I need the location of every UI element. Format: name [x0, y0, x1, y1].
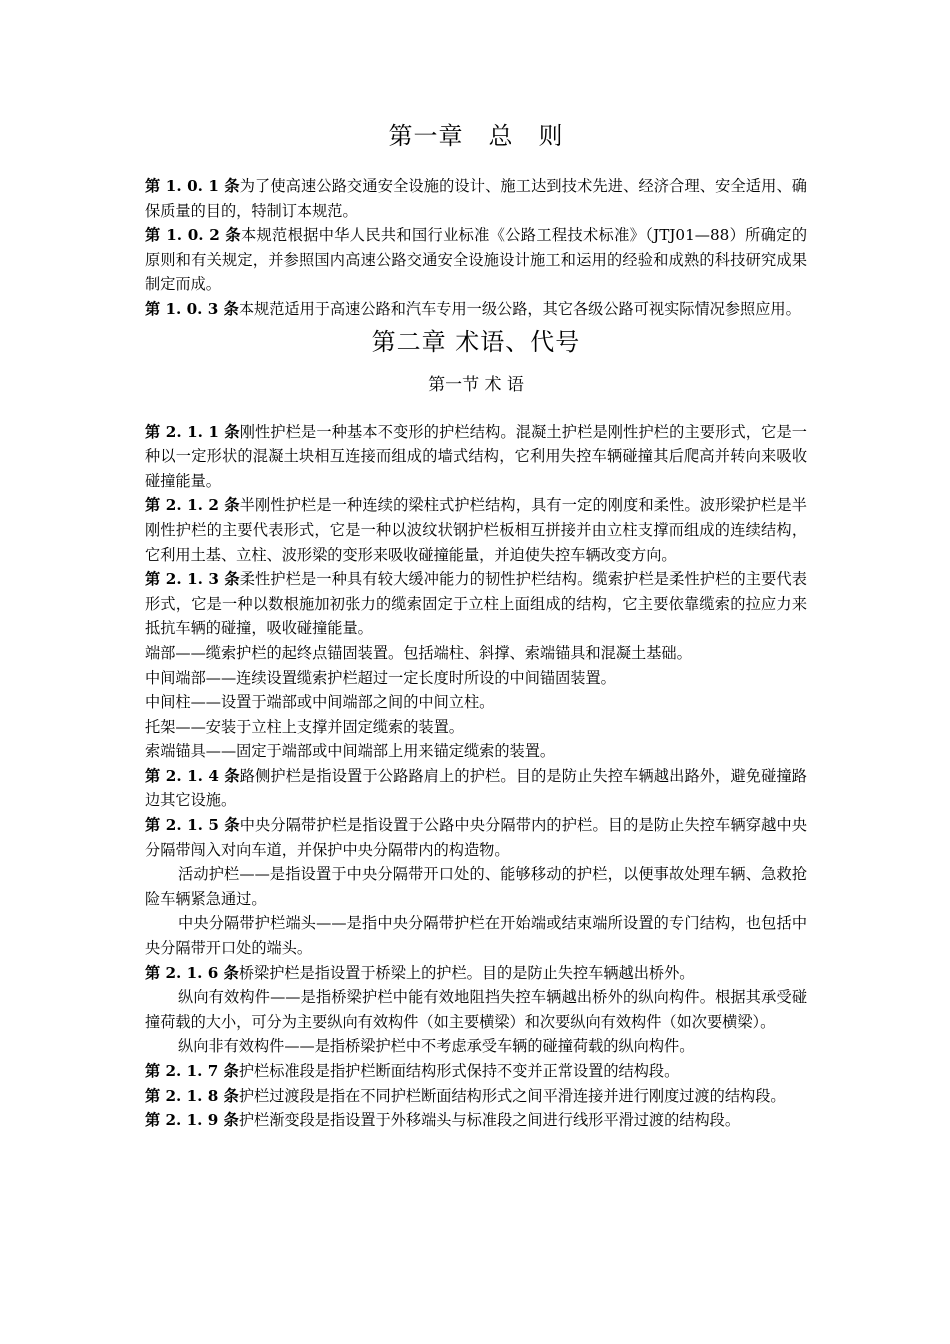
clause-number: 第 2. 1. 5 条: [145, 816, 240, 835]
paragraph-text: 纵向非有效构件——是指桥梁护栏中不考虑承受车辆的碰撞荷载的纵向构件。: [178, 1037, 695, 1056]
section-1-title: 第一节 术 语: [428, 374, 524, 395]
document-page: [145, 120, 807, 1133]
clause-paragraph: [145, 420, 807, 494]
paragraph-text: 护栏渐变段是指设置于外移端头与标准段之间进行线形平滑过渡的结构段。: [238, 1111, 740, 1130]
definition-paragraph: [145, 1034, 807, 1059]
clause-paragraph: [145, 1084, 807, 1109]
clause-number: 第 2. 1. 9 条: [145, 1111, 239, 1130]
clause-paragraph: [145, 961, 807, 986]
clause-number: 第 2. 1. 8 条: [145, 1086, 239, 1105]
paragraph-text: 托架——安装于立柱上支撑并固定缆索的装置。: [145, 717, 464, 736]
paragraph-text: 中央分隔带护栏是指设置于公路中央分隔带内的护栏。目的是防止失控车辆穿越中央分隔带闯入对向车道，并保护中央分隔带内的构造物。: [145, 816, 807, 859]
definition-paragraph: [145, 862, 807, 911]
clause-number: 第 2. 1. 2 条: [145, 496, 240, 515]
paragraph-text: 中间端部——连续设置缆索护栏超过一定长度时所设的中间锚固装置。: [145, 668, 616, 687]
chapter-2-title: 第二章 术语、代号: [371, 327, 581, 356]
definition-paragraph: [145, 666, 807, 691]
clause-paragraph: [145, 223, 807, 297]
clause-paragraph: [145, 567, 807, 641]
paragraph-text: 为了使高速公路交通安全设施的设计、施工达到技术先进、经济合理、安全适用、确保质量的目的，特制订本规范。: [145, 177, 807, 220]
clause-paragraph: [145, 297, 807, 322]
clause-number: 第 2. 1. 3 条: [145, 570, 240, 589]
paragraph-text: 护栏过渡段是指在不同护栏断面结构形式之间平滑连接并进行刚度过渡的结构段。: [238, 1086, 786, 1105]
definition-paragraph: [145, 690, 807, 715]
chapter-2-body: [145, 420, 807, 1133]
paragraph-text: 本规范适用于高速公路和汽车专用一级公路，其它各级公路可视实际情况参照应用。: [238, 299, 801, 318]
paragraph-text: 活动护栏——是指设置于中央分隔带开口处的、能够移动的护栏，以便事故处理车辆、急救抢险车辆紧急通过。: [145, 865, 807, 908]
clause-paragraph: [145, 813, 807, 862]
chapter-1-title: 第一章 总 则: [388, 122, 564, 150]
definition-paragraph: [145, 715, 807, 740]
clause-number: 第 1. 0. 2 条: [145, 226, 241, 245]
clause-paragraph: [145, 1059, 807, 1084]
clause-paragraph: [145, 1108, 807, 1133]
definition-paragraph: [145, 641, 807, 666]
paragraph-text: 桥梁护栏是指设置于桥梁上的护栏。目的是防止失控车辆越出桥外。: [238, 963, 695, 982]
clause-paragraph: [145, 174, 807, 223]
paragraph-text: 本规范根据中华人民共和国行业标准《公路工程技术标准》（JTJ01—88）所确定的原则和有关规定，并参照国内高速公路交通安全设施设计施工和运用的经验和成熟的科技研究成果制定而成。: [145, 226, 808, 294]
paragraph-text: 中央分隔带护栏端头——是指中央分隔带护栏在开始端或结束端所设置的专门结构，也包括中央分隔带开口处的端头。: [145, 914, 807, 958]
definition-paragraph: [145, 911, 807, 960]
paragraph-text: 护栏标准段是指护栏断面结构形式保持不变并正常设置的结构段。: [238, 1062, 680, 1080]
clause-number: 第 1. 0. 3 条: [145, 299, 239, 318]
clause-paragraph: [145, 764, 807, 813]
paragraph-text: 刚性护栏是一种基本不变形的护栏结构。混凝土护栏是刚性护栏的主要形式，它是一种以一定形状的混凝土块相互连接而组成的墙式结构，它利用失控车辆碰撞其后爬高并转向来吸收碰撞能量。: [145, 422, 807, 490]
paragraph-text: 索端锚具——固定于端部或中间端部上用来锚定缆索的装置。: [145, 742, 556, 761]
paragraph-text: 半刚性护栏是一种连续的梁柱式护栏结构，具有一定的刚度和柔性。波形梁护栏是半刚性护栏的主要代表形式，它是一种以波纹状钢护栏板相互拼接并由立柱支撑而组成的连续结构，它利用土基、立柱、波形梁的变形来吸收碰撞能量，并迫使失控车辆改变方向。: [145, 496, 807, 564]
paragraph-text: 中间柱——设置于端部或中间端部之间的中间立柱。: [145, 693, 495, 712]
clause-number: 第 2. 1. 6 条: [145, 963, 239, 982]
clause-paragraph: [145, 493, 807, 567]
clause-number: 第 2. 1. 7 条: [145, 1062, 239, 1080]
chapter-1-body: [145, 174, 807, 322]
paragraph-text: 端部——缆索护栏的起终点锚固装置。包括端柱、斜撑、索端锚具和混凝土基础。: [145, 643, 692, 662]
paragraph-text: 路侧护栏是指设置于公路路肩上的护栏。目的是防止失控车辆越出路外，避免碰撞路边其它设施。: [145, 766, 807, 810]
paragraph-text: 柔性护栏是一种具有较大缓冲能力的韧性护栏结构。缆索护栏是柔性护栏的主要代表形式，它是一种以数根施加初张力的缆索固定于立柱上面组成的结构，它主要依靠缆索的拉应力来抵抗车辆的碰撞，吸收碰撞能量。: [145, 570, 807, 638]
clause-number: 第 1. 0. 1 条: [145, 177, 240, 195]
definition-paragraph: [145, 739, 807, 764]
clause-number: 第 2. 1. 1 条: [145, 422, 240, 441]
definition-paragraph: [145, 985, 807, 1034]
clause-number: 第 2. 1. 4 条: [145, 766, 240, 785]
paragraph-text: 纵向有效构件——是指桥梁护栏中能有效地阻挡失控车辆越出桥外的纵向构件。根据其承受碰撞荷载的大小，可分为主要纵向有效构件（如主要横梁）和次要纵向有效构件（如次要横梁）。: [145, 988, 807, 1031]
